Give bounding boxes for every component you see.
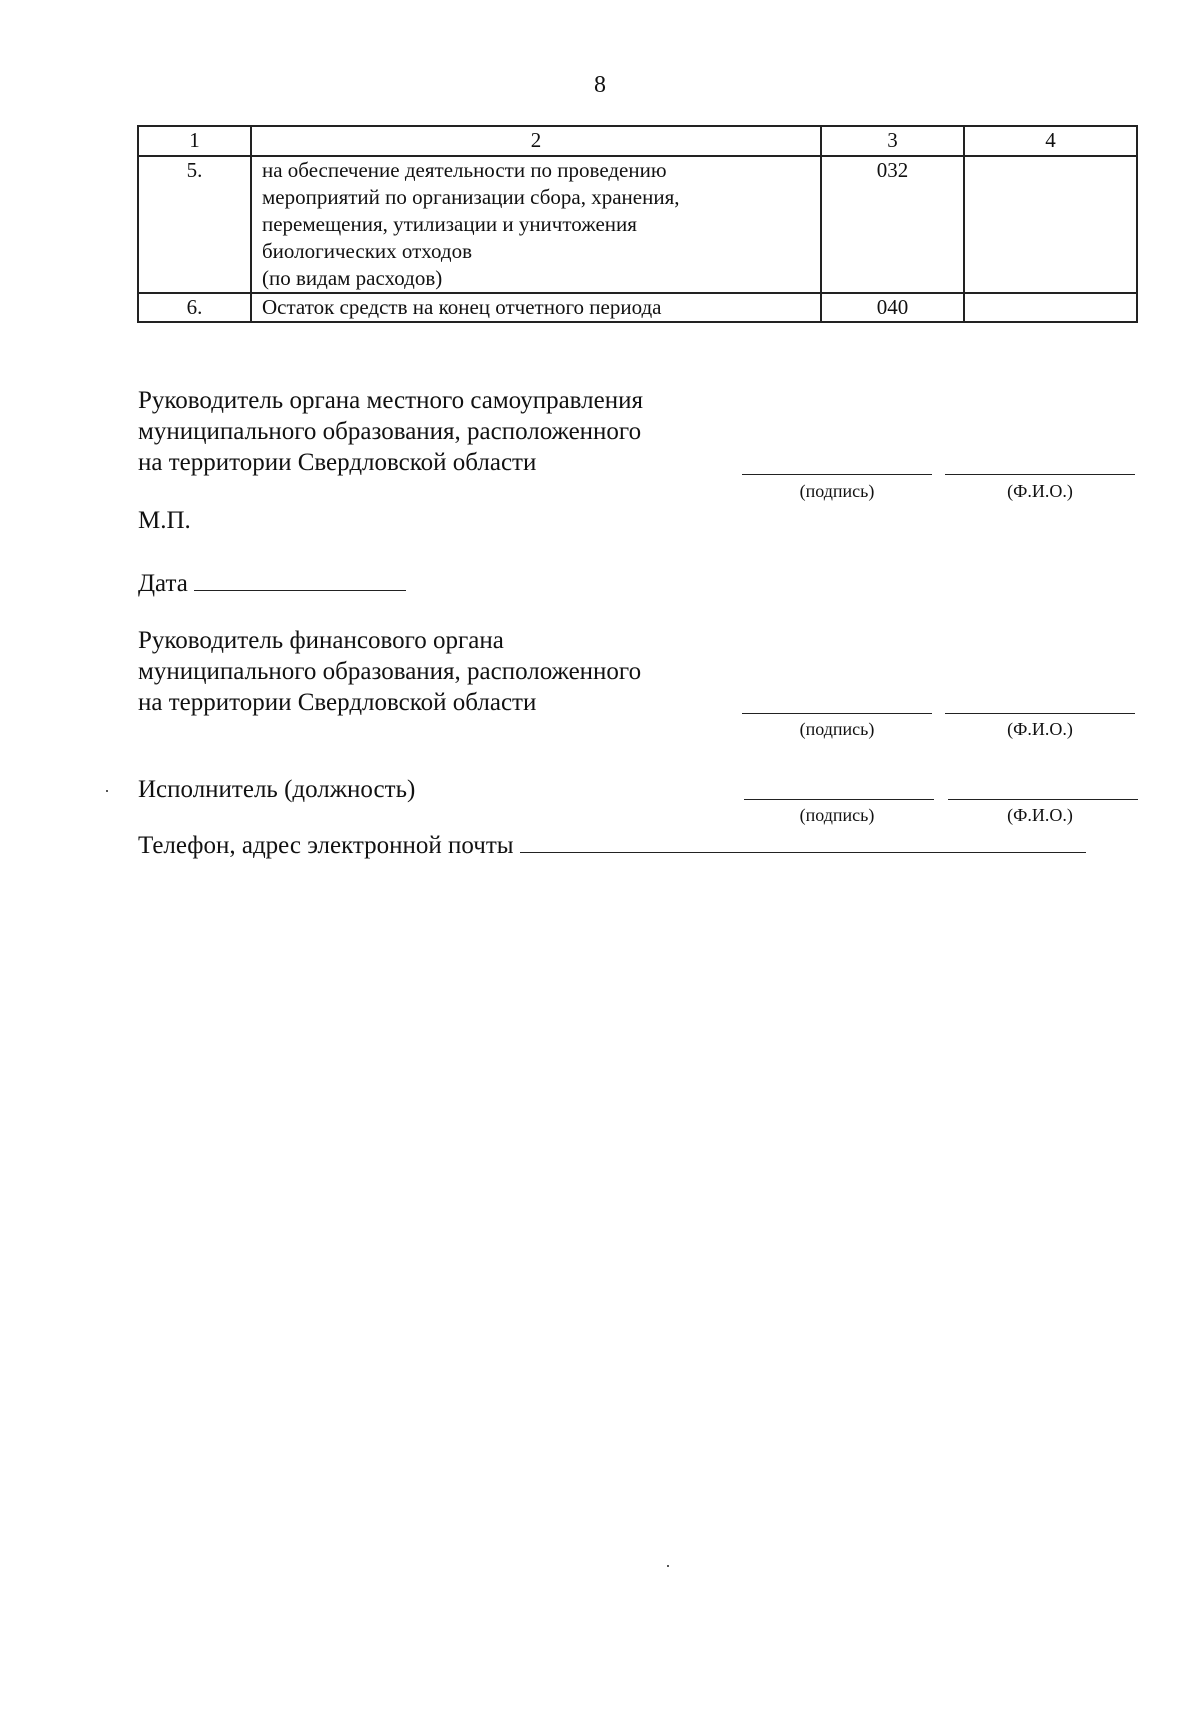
scan-speck xyxy=(667,1565,669,1567)
head-finance-signature-caption: (подпись) xyxy=(799,719,875,739)
header-cell-3: 3 xyxy=(821,126,964,156)
head-local-name-line xyxy=(945,474,1135,475)
header-cell-2: 2 xyxy=(251,126,821,156)
header-cell-4: 4 xyxy=(964,126,1137,156)
row-description xyxy=(251,293,821,322)
head-local-signature-caption: (подпись) xyxy=(799,481,875,501)
description-line: Остаток средств на конец отчетного периода xyxy=(262,295,662,319)
table-row xyxy=(138,293,1137,322)
title-line: на территории Свердловской области xyxy=(138,689,537,716)
contact-field xyxy=(138,830,1086,861)
date-label: Дата xyxy=(138,570,188,597)
title-line: Руководитель органа местного самоуправления xyxy=(138,387,643,414)
row-value xyxy=(964,156,1137,293)
executor-name-caption: (Ф.И.О.) xyxy=(1007,805,1073,825)
row-description xyxy=(251,156,821,293)
head-finance-signature-line xyxy=(742,713,932,714)
row-value xyxy=(964,293,1137,322)
description-line: биологических отходов xyxy=(262,239,472,263)
scan-speck xyxy=(106,790,108,792)
date-line xyxy=(194,588,406,591)
head-local-title xyxy=(138,385,643,478)
description-line: на обеспечение деятельности по проведению xyxy=(262,158,667,182)
title-line: Руководитель финансового органа xyxy=(138,627,504,654)
contact-label: Телефон, адрес электронной почты xyxy=(138,832,514,859)
description-line: мероприятий по организации сбора, хранения, xyxy=(262,185,680,209)
page-number: 8 xyxy=(594,72,606,98)
table-header-row xyxy=(138,126,1137,156)
description-line: (по видам расходов) xyxy=(262,266,443,290)
description-line: перемещения, утилизации и уничтожения xyxy=(262,212,637,236)
head-local-name-caption: (Ф.И.О.) xyxy=(1007,481,1073,501)
date-field xyxy=(138,568,406,599)
executor-signature-line xyxy=(744,799,934,800)
title-line: муниципального образования, расположенного xyxy=(138,658,642,685)
row-code: 040 xyxy=(821,293,964,322)
report-table xyxy=(137,125,1138,323)
executor-signature-caption: (подпись) xyxy=(799,805,875,825)
table-row xyxy=(138,156,1137,293)
contact-line xyxy=(520,850,1086,853)
head-local-signature-line xyxy=(742,474,932,475)
executor-name-line xyxy=(948,799,1138,800)
row-number: 5. xyxy=(138,156,251,293)
executor-label: Исполнитель (должность) xyxy=(138,776,416,803)
head-finance-title xyxy=(138,625,641,718)
row-code: 032 xyxy=(821,156,964,293)
head-finance-name-line xyxy=(945,713,1135,714)
head-finance-name-caption: (Ф.И.О.) xyxy=(1007,719,1073,739)
stamp-label: М.П. xyxy=(138,507,191,534)
header-cell-1: 1 xyxy=(138,126,251,156)
title-line: на территории Свердловской области xyxy=(138,449,537,476)
title-line: муниципального образования, расположенного xyxy=(138,418,642,445)
row-number: 6. xyxy=(138,293,251,322)
